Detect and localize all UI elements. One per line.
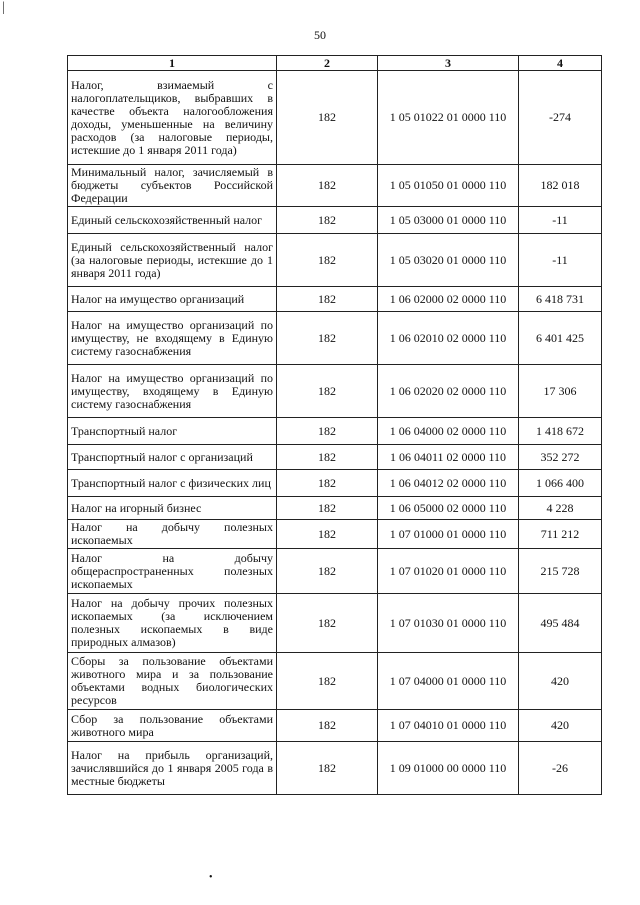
row-name-cell: Налог на добычу прочих полезных ископаемых (за исключением полезных ископаемых в виде природных алмазов) — [68, 594, 277, 653]
row-name-cell: Транспортный налог с физических лиц — [68, 470, 277, 497]
column-header-amount: 4 — [519, 56, 602, 71]
row-amount-cell: 711 212 — [519, 520, 602, 549]
row-amount-cell: -11 — [519, 207, 602, 234]
row-admin-code-cell: 182 — [277, 365, 378, 418]
row-name-cell: Транспортный налог с организаций — [68, 445, 277, 470]
row-admin-code-cell: 182 — [277, 653, 378, 710]
table-row — [68, 497, 602, 520]
row-admin-code-cell: 182 — [277, 445, 378, 470]
table-row — [68, 470, 602, 497]
table-row — [68, 418, 602, 445]
row-admin-code-cell: 182 — [277, 418, 378, 445]
row-admin-code-cell: 182 — [277, 497, 378, 520]
table-row — [68, 520, 602, 549]
table-row — [68, 365, 602, 418]
row-budget-code-cell: 1 06 04011 02 0000 110 — [378, 445, 519, 470]
table-row — [68, 287, 602, 312]
row-amount-cell: 352 272 — [519, 445, 602, 470]
row-admin-code-cell: 182 — [277, 520, 378, 549]
table-header-row — [68, 56, 602, 71]
row-budget-code-cell: 1 07 01020 01 0000 110 — [378, 549, 519, 594]
row-amount-cell: 1 066 400 — [519, 470, 602, 497]
row-amount-cell: 4 228 — [519, 497, 602, 520]
row-budget-code-cell: 1 06 02000 02 0000 110 — [378, 287, 519, 312]
table-row — [68, 71, 602, 165]
row-budget-code-cell: 1 07 01000 01 0000 110 — [378, 520, 519, 549]
row-admin-code-cell: 182 — [277, 710, 378, 742]
row-name-cell: Налог на добычу общераспространенных полезных ископаемых — [68, 549, 277, 594]
row-amount-cell: 495 484 — [519, 594, 602, 653]
row-budget-code-cell: 1 06 04012 02 0000 110 — [378, 470, 519, 497]
row-amount-cell: 6 418 731 — [519, 287, 602, 312]
row-budget-code-cell: 1 06 05000 02 0000 110 — [378, 497, 519, 520]
column-header-admin: 2 — [277, 56, 378, 71]
row-admin-code-cell: 182 — [277, 549, 378, 594]
row-admin-code-cell: 182 — [277, 742, 378, 795]
table-row — [68, 234, 602, 287]
row-name-cell: Налог, взимаемый с налогоплательщиков, выбравших в качестве объекта налогообложения доходы, уменьшенные на величину расходов (за налоговые периоды, истекшие до 1 января 2011 года) — [68, 71, 277, 165]
row-amount-cell: -11 — [519, 234, 602, 287]
row-admin-code-cell: 182 — [277, 287, 378, 312]
row-budget-code-cell: 1 09 01000 00 0000 110 — [378, 742, 519, 795]
row-amount-cell: 215 728 — [519, 549, 602, 594]
bottom-mark: • — [209, 872, 213, 883]
row-budget-code-cell: 1 07 04010 01 0000 110 — [378, 710, 519, 742]
row-budget-code-cell: 1 05 01050 01 0000 110 — [378, 165, 519, 207]
row-admin-code-cell: 182 — [277, 234, 378, 287]
row-name-cell: Единый сельскохозяйственный налог (за налоговые периоды, истекшие до 1 января 2011 года) — [68, 234, 277, 287]
table-row — [68, 549, 602, 594]
row-budget-code-cell: 1 06 02010 02 0000 110 — [378, 312, 519, 365]
row-admin-code-cell: 182 — [277, 470, 378, 497]
table-row — [68, 594, 602, 653]
table-row — [68, 710, 602, 742]
row-budget-code-cell: 1 06 04000 02 0000 110 — [378, 418, 519, 445]
row-budget-code-cell: 1 05 03000 01 0000 110 — [378, 207, 519, 234]
row-amount-cell: 6 401 425 — [519, 312, 602, 365]
row-budget-code-cell: 1 05 03020 01 0000 110 — [378, 234, 519, 287]
row-name-cell: Налог на имущество организаций по имуществу, не входящему в Единую систему газоснабжения — [68, 312, 277, 365]
row-name-cell: Единый сельскохозяйственный налог — [68, 207, 277, 234]
row-name-cell: Налог на прибыль организаций, зачислявшийся до 1 января 2005 года в местные бюджеты — [68, 742, 277, 795]
table-body — [68, 71, 602, 795]
row-name-cell: Сборы за пользование объектами животного мира и за пользование объектами водных биологических ресурсов — [68, 653, 277, 710]
row-amount-cell: 182 018 — [519, 165, 602, 207]
row-budget-code-cell: 1 07 04000 01 0000 110 — [378, 653, 519, 710]
row-name-cell: Транспортный налог — [68, 418, 277, 445]
row-admin-code-cell: 182 — [277, 594, 378, 653]
row-name-cell: Налог на игорный бизнес — [68, 497, 277, 520]
row-budget-code-cell: 1 06 02020 02 0000 110 — [378, 365, 519, 418]
table-row — [68, 445, 602, 470]
row-name-cell: Налог на имущество организаций — [68, 287, 277, 312]
column-header-code: 3 — [378, 56, 519, 71]
row-amount-cell: 17 306 — [519, 365, 602, 418]
column-header-name: 1 — [68, 56, 277, 71]
table-row — [68, 653, 602, 710]
row-amount-cell: -274 — [519, 71, 602, 165]
row-admin-code-cell: 182 — [277, 165, 378, 207]
row-name-cell: Сбор за пользование объектами животного мира — [68, 710, 277, 742]
row-budget-code-cell: 1 07 01030 01 0000 110 — [378, 594, 519, 653]
row-name-cell: Налог на добычу полезных ископаемых — [68, 520, 277, 549]
row-admin-code-cell: 182 — [277, 312, 378, 365]
row-amount-cell: -26 — [519, 742, 602, 795]
row-name-cell: Налог на имущество организаций по имуществу, входящему в Единую систему газоснабжения — [68, 365, 277, 418]
table-row — [68, 312, 602, 365]
row-name-cell: Минимальный налог, зачисляемый в бюджеты субъектов Российской Федерации — [68, 165, 277, 207]
revenue-table — [67, 55, 602, 795]
table-row — [68, 207, 602, 234]
margin-mark: | — [2, 0, 5, 15]
row-admin-code-cell: 182 — [277, 207, 378, 234]
row-budget-code-cell: 1 05 01022 01 0000 110 — [378, 71, 519, 165]
row-amount-cell: 420 — [519, 710, 602, 742]
table-row — [68, 742, 602, 795]
table-row — [68, 165, 602, 207]
row-admin-code-cell: 182 — [277, 71, 378, 165]
page-number: 50 — [314, 28, 326, 42]
row-amount-cell: 1 418 672 — [519, 418, 602, 445]
row-amount-cell: 420 — [519, 653, 602, 710]
